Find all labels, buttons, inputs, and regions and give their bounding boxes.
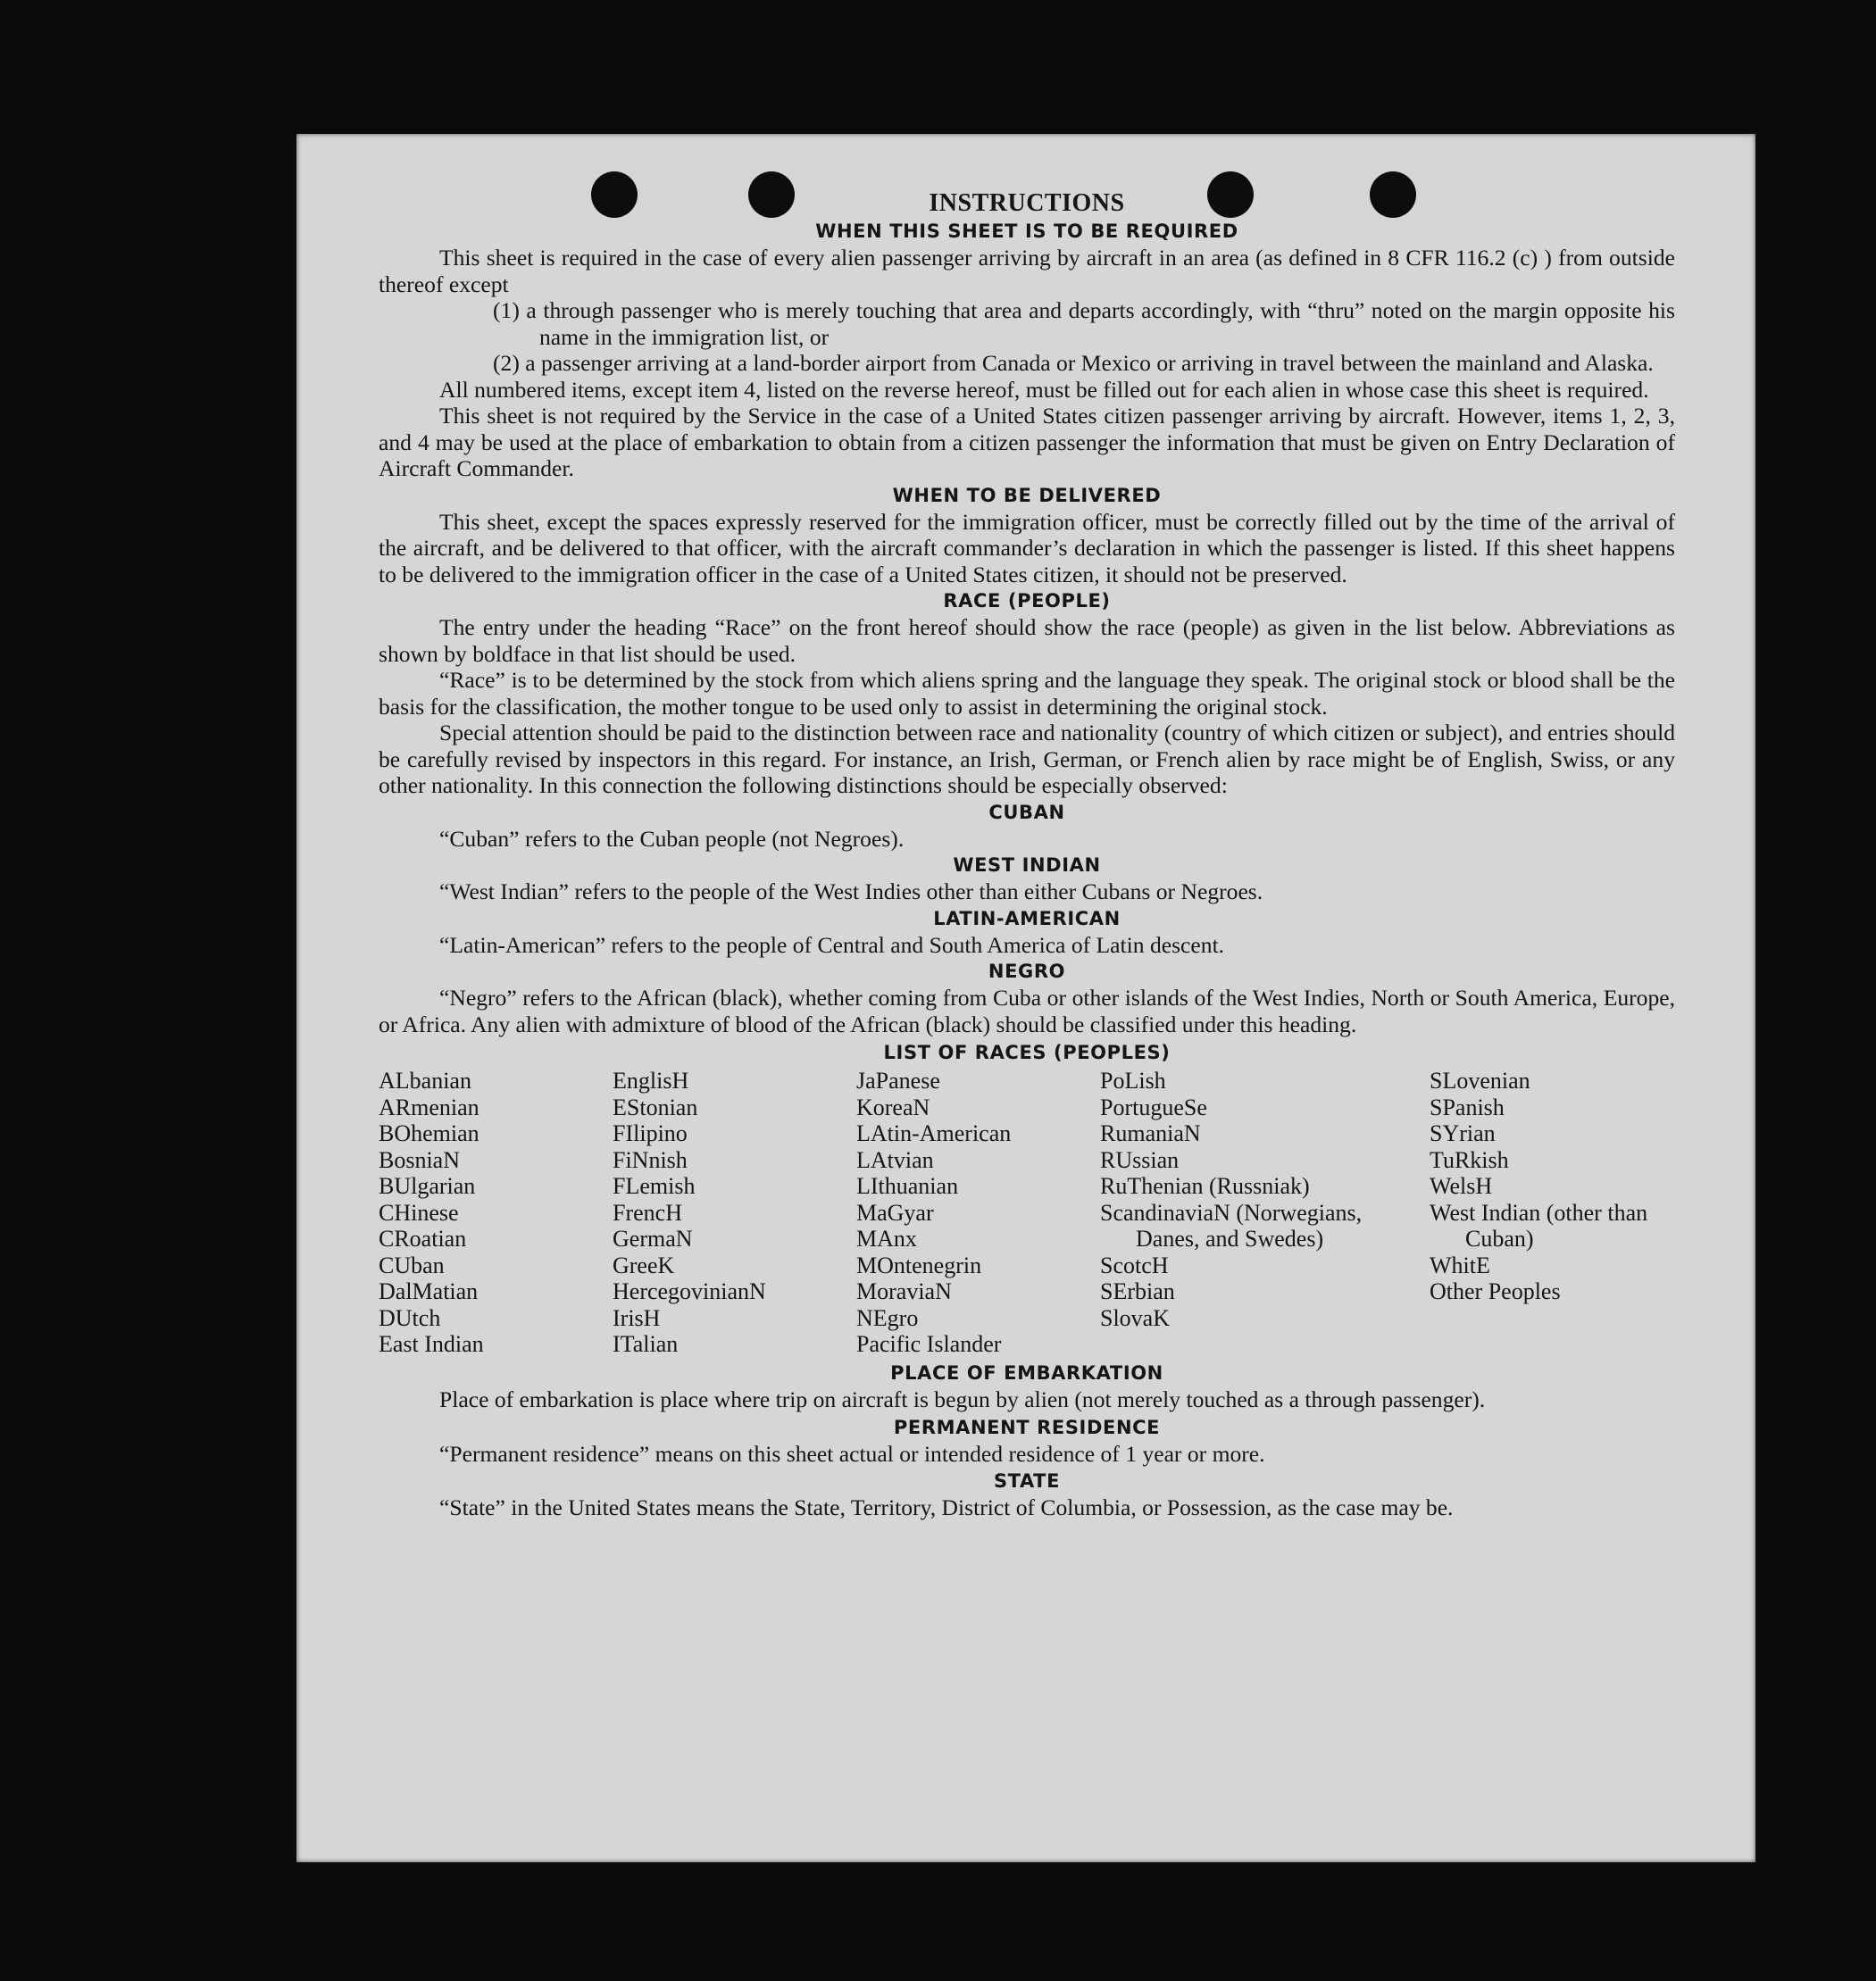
- races-column-3: [856, 1068, 1100, 1358]
- race-entry: BUlgarian: [379, 1173, 476, 1199]
- latin-american-text: “Latin-American” refers to the people of Central and South America of Latin descent.: [439, 931, 1225, 958]
- race-entry: BosniaN: [379, 1146, 460, 1173]
- race-entry: ITalian: [613, 1331, 679, 1357]
- heading-race: RACE (PEOPLE): [943, 590, 1111, 612]
- negro-text: “Negro” refers to the African (black), whether coming from Cuba or other islands of the West Indies, North or South America, Europe, or Africa. Any alien with admixture of blood of the African (black) should be classified under this heading.: [379, 985, 1675, 1037]
- required-para-3: This sheet is not required by the Service in the case of a United States citizen passenger arriving by aircraft. However, items 1, 2, 3, and 4 may be used at the place of embarkation to obtain from a citizen passenger the information that must be given on Entry Declaration of Aircraft Commander.: [379, 403, 1675, 481]
- race-entry: CRoatian: [379, 1226, 467, 1252]
- race-entry: SYrian: [1430, 1120, 1496, 1146]
- race-entry: GreeK: [613, 1252, 675, 1278]
- race-entry: PoLish: [1100, 1068, 1166, 1094]
- heading-list-of-races: LIST OF RACES (PEOPLES): [883, 1042, 1171, 1063]
- heading-required: WHEN THIS SHEET IS TO BE REQUIRED: [815, 221, 1238, 242]
- race-entry: DUtch: [379, 1304, 441, 1331]
- race-entry: CHinese: [379, 1199, 459, 1226]
- race-entry: East Indian: [379, 1331, 484, 1357]
- required-para-2: All numbered items, except item 4, listed on the reverse hereof, must be filled out for each alien in whose case this sheet is required.: [439, 376, 1649, 403]
- race-entry: MAnx: [856, 1226, 917, 1252]
- races-column-4: [1100, 1068, 1430, 1358]
- race-entry: WhitE: [1430, 1252, 1490, 1278]
- race-entry: LAtvian: [856, 1146, 934, 1173]
- delivered-text: This sheet, except the spaces expressly reserved for the immigration officer, must be correctly filled out by the time of the arrival of the aircraft, and be delivered to that officer, with the aircraft commander’s declaration in which the passenger is listed. If this sheet happens to be delivered to the immigration officer in the case of a United States citizen, it should not be preserved.: [379, 508, 1675, 587]
- exception-item-2: (2) a passenger arriving at a land-border airport from Canada or Mexico or arriving in travel between the mainland and Alaska.: [493, 350, 1654, 376]
- race-entry: West Indian (other than Cuban): [1430, 1199, 1648, 1252]
- race-entry: BOhemian: [379, 1120, 479, 1146]
- race-entry: SlovaK: [1100, 1304, 1170, 1331]
- races-column-1: [379, 1068, 613, 1358]
- race-entry: IrisH: [613, 1304, 661, 1331]
- race-entry: MoraviaN: [856, 1278, 952, 1304]
- races-column-5: [1430, 1068, 1675, 1358]
- race-entry: FLemish: [613, 1173, 696, 1199]
- race-entry: MOntenegrin: [856, 1252, 982, 1278]
- race-entry: EStonian: [613, 1094, 698, 1120]
- races-column-2: [613, 1068, 856, 1358]
- embarkation-text: Place of embarkation is place where trip on aircraft is begun by alien (not merely touched as a through passenger).: [439, 1386, 1486, 1412]
- heading-west-indian: WEST INDIAN: [953, 854, 1101, 876]
- race-entry: RuThenian (Russniak): [1100, 1173, 1310, 1199]
- race-entry: Pacific Islander: [856, 1331, 1002, 1357]
- race-entry: HercegovinianN: [613, 1278, 766, 1304]
- race-entry: FIlipino: [613, 1120, 688, 1146]
- page-title: INSTRUCTIONS: [929, 189, 1125, 217]
- heading-cuban: CUBAN: [988, 801, 1065, 823]
- heading-permanent-residence: PERMANENT RESIDENCE: [893, 1417, 1161, 1438]
- document-sheet: [296, 134, 1755, 1862]
- race-para-1: The entry under the heading “Race” on the front hereof should show the race (people) as given in the list below. Abbreviations as shown by boldface in that list should be used.: [379, 614, 1675, 667]
- race-entry: LIthuanian: [856, 1173, 959, 1199]
- exception-item-1: (1) a through passenger who is merely touching that area and departs accordingly, with “thru” noted on the margin opposite his name in the immigration list, or: [493, 297, 1675, 350]
- race-entry: NEgro: [856, 1304, 919, 1331]
- race-entry: LAtin-American: [856, 1120, 1012, 1146]
- race-entry: CUban: [379, 1252, 445, 1278]
- race-para-2: “Race” is to be determined by the stock from which aliens spring and the language they speak. The original stock or blood shall be the basis for the classification, the mother tongue to be used only to assist in determining the original stock.: [379, 667, 1675, 720]
- race-entry: RUssian: [1100, 1146, 1180, 1173]
- west-indian-text: “West Indian” refers to the people of the West Indies other than either Cubans or Negroes.: [439, 878, 1263, 904]
- race-entry: KoreaN: [856, 1094, 930, 1120]
- race-entry: DalMatian: [379, 1278, 479, 1304]
- race-entry: PortugueSe: [1100, 1094, 1207, 1120]
- race-entry: MaGyar: [856, 1199, 934, 1226]
- race-para-3: Special attention should be paid to the distinction between race and nationality (country of which citizen or subject), and entries should be carefully revised by inspectors in this regard. For instance, an Irish, German, or French alien by race might be of English, Swiss, or any other nationality. In this connection the following distinctions should be especially observed:: [379, 720, 1675, 798]
- race-entry: ALbanian: [379, 1068, 471, 1094]
- instructions-content: [379, 189, 1675, 1520]
- race-entry: ARmenian: [379, 1094, 479, 1120]
- race-entry: GermaN: [613, 1226, 693, 1252]
- race-entry: EnglisH: [613, 1068, 689, 1094]
- heading-state: STATE: [993, 1469, 1061, 1492]
- required-intro: This sheet is required in the case of every alien passenger arriving by aircraft in an area (as defined in 8 CFR 116.2 (c) ) from outside thereof except: [379, 245, 1675, 297]
- races-list: [379, 1068, 1675, 1358]
- race-entry: SErbian: [1100, 1278, 1175, 1304]
- race-entry: SPanish: [1430, 1094, 1505, 1120]
- race-entry: FiNnish: [613, 1146, 688, 1173]
- race-entry: FrencH: [613, 1199, 682, 1226]
- race-entry: Other Peoples: [1430, 1278, 1561, 1304]
- heading-embarkation: PLACE OF EMBARKATION: [890, 1361, 1163, 1384]
- race-entry: ScotcH: [1100, 1252, 1169, 1278]
- heading-latin-american: LATIN-AMERICAN: [933, 907, 1121, 929]
- cuban-text: “Cuban” refers to the Cuban people (not Negroes).: [439, 825, 905, 852]
- race-entry: WelsH: [1430, 1173, 1493, 1199]
- state-text: “State” in the United States means the State, Territory, District of Columbia, or Possession, as the case may be.: [439, 1494, 1454, 1520]
- race-entry: ScandinaviaN (Norwegians, Danes, and Swedes): [1100, 1199, 1363, 1252]
- race-entry: TuRkish: [1430, 1146, 1509, 1173]
- race-entry: JaPanese: [856, 1068, 940, 1094]
- residence-text: “Permanent residence” means on this sheet actual or intended residence of 1 year or more.: [439, 1441, 1265, 1467]
- exception-list: [379, 297, 1675, 377]
- race-entry: SLovenian: [1430, 1068, 1530, 1094]
- race-entry: RumaniaN: [1100, 1120, 1201, 1146]
- heading-delivered: WHEN TO BE DELIVERED: [892, 484, 1162, 506]
- heading-negro: NEGRO: [988, 961, 1066, 982]
